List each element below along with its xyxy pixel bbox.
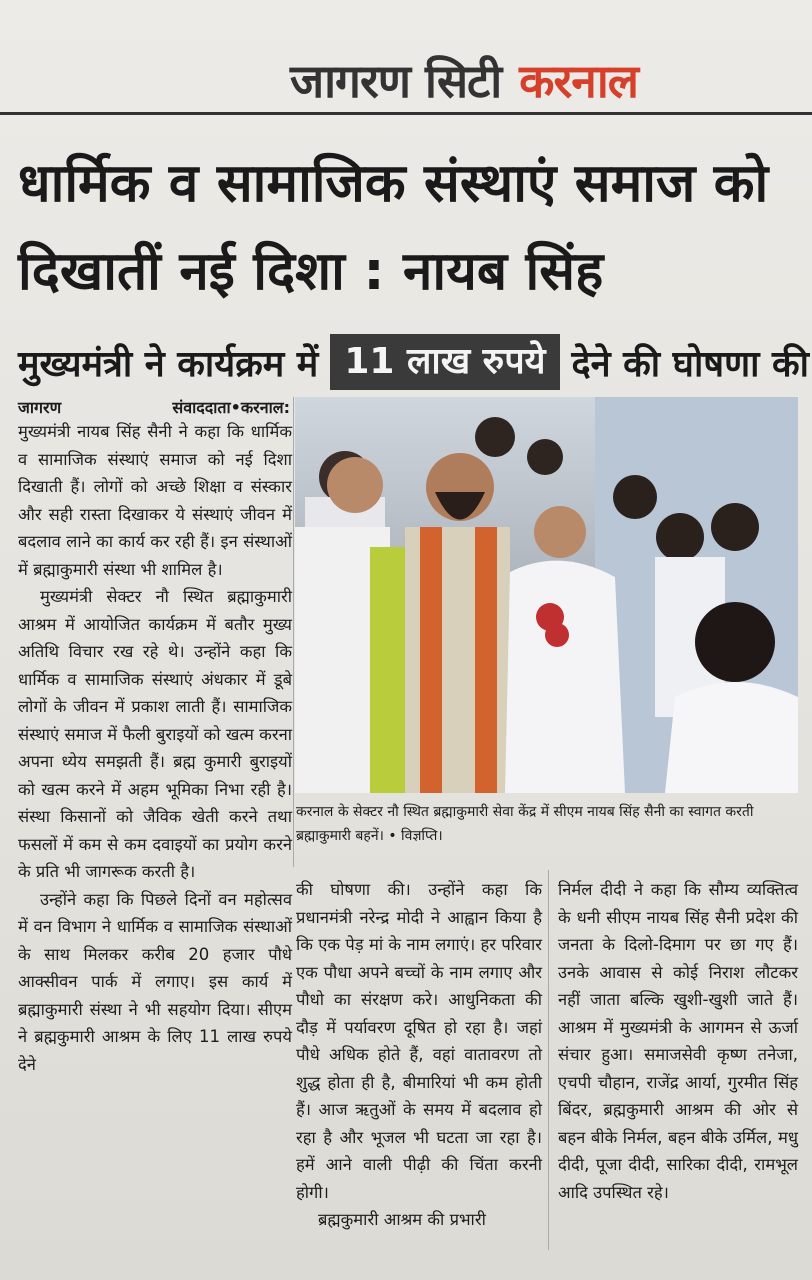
dateline-correspondent: संवाददाता•करनाल: <box>172 398 290 417</box>
subhead-highlight: 11 लाख रुपये <box>330 334 559 390</box>
article-column-1 <box>18 418 292 1078</box>
masthead-rule <box>0 112 812 115</box>
paragraph: की घोषणा की। उन्होंने कहा कि प्रधानमंत्री नरेन्द्र मोदी ने आह्वान किया है कि एक पेड़ मां के नाम लगाएं। हर परिवार एक पौधा अपने बच्चों के नाम लगाए और पौधो का संरक्षण करे। आधुनिकता की दौड़ में पर्यावरण दूषित हो रहा है। जहां पौधे अधिक होते हैं, वहां वातावरण तो शुद्ध होता ही है, बीमारियां भी कम होती हैं। आज ऋतुओं के समय में बदलाव हो रहा है और भूजल भी घटता जा रहा है। हमें आने वाली पीढ़ी की चिंता करनी होगी। <box>296 880 542 1202</box>
subhead-before: मुख्यमंत्री ने कार्यक्रम में <box>18 343 319 385</box>
subheadline <box>18 334 808 390</box>
article-column-3 <box>558 876 798 1206</box>
dateline-source: जागरण <box>18 398 62 417</box>
masthead <box>290 50 638 110</box>
dateline <box>18 396 290 418</box>
paragraph: मुख्यमंत्री सेक्टर नौ स्थित ब्रह्माकुमारी आश्रम में आयोजित कार्यक्रम में बतौर मुख्य अतिथि विचार रख रहे थे। उन्होंने कहा कि धार्मिक व सामाजिक संस्थाएं अंधकार में डूबे लोगों के जीवन में प्रकाश लाती हैं। सामाजिक संस्थाएं समाज में फैली बुराइयों को खत्म करना अपना ध्येय समझती हैं। ब्रह्म कुमारी बुराइयों को खत्म करने में अहम भूमिका निभा रही है। संस्था किसानों को जैविक खेती करने तथा फसलों में कम से कम दवाइयों का प्रयोग करने के प्रति भी जागरूक करती है। <box>18 587 292 881</box>
headline: धार्मिक व सामाजिक संस्थाएं समाज को दिखातीं नई दिशा : नायब सिंह <box>18 153 769 302</box>
photo-caption: करनाल के सेक्टर नौ स्थित ब्रह्माकुमारी सेवा केंद्र में सीएम नायब सिंह सैनी का स्वागत करती ब्रह्माकुमारी बहनें। • विज्ञप्ति। <box>296 804 754 844</box>
paragraph: मुख्यमंत्री नायब सिंह सैनी ने कहा कि धार्मिक व सामाजिक संस्थाएं समाज को नई दिशा दिखाती हैं। लोगों को अच्छे शिक्षा व संस्कार और सही रास्ता दिखाकर ये संस्थाएं जीवन में बदलाव लाने का कार्य कर रही हैं। इन संस्थाओं में ब्रह्माकुमारी संस्था भी शामिल है। <box>18 422 292 579</box>
photo-illustration <box>295 397 798 793</box>
paragraph: निर्मल दीदी ने कहा कि सौम्य व्यक्तित्व के धनी सीएम नायब सिंह सैनी प्रदेश की जनता के दिलो-दिमाग पर छा गए हैं। उनके आवास से कोई निराश लौटकर नहीं जाता बल्कि खुशी-खुशी जाते हैं। आश्रम में मुख्यमंत्री के आगमन से ऊर्जा संचार हुआ। समाजसेवी कृष्ण तनेजा, एचपी चौहान, राजेंद्र आर्या, गुरमीत सिंह बिंदर, ब्रह्मकुमारी आश्रम की ओर से बहन बीके निर्मल, बहन बीके उर्मिल, मधु दीदी, पूजा दीदी, सारिका दीदी, रामभूल आदि उपस्थित रहे। <box>558 880 798 1202</box>
paragraph: ब्रह्मकुमारी आश्रम की प्रभारी <box>318 1210 486 1229</box>
column-divider <box>548 870 549 1250</box>
city-name: करनाल <box>519 54 638 108</box>
paragraph: उन्होंने कहा कि पिछले दिनों वन महोत्सव में वन विभाग ने धार्मिक व सामाजिक संस्थाओं के साथ मिलकर करीब 20 हजार पौधे आक्सीवन पार्क में लगाए। इस कार्य में ब्रह्माकुमारी संस्था ने भी सहयोग दिया। सीएम ने ब्रह्मकुमारी आश्रम के लिए 11 लाख रुपये देने <box>18 889 292 1074</box>
article-column-2 <box>296 876 542 1234</box>
subhead-after: देने की घोषणा की <box>571 343 809 385</box>
section-name: जागरण सिटी <box>290 54 502 108</box>
news-photo <box>295 397 798 793</box>
column-divider <box>293 397 294 867</box>
